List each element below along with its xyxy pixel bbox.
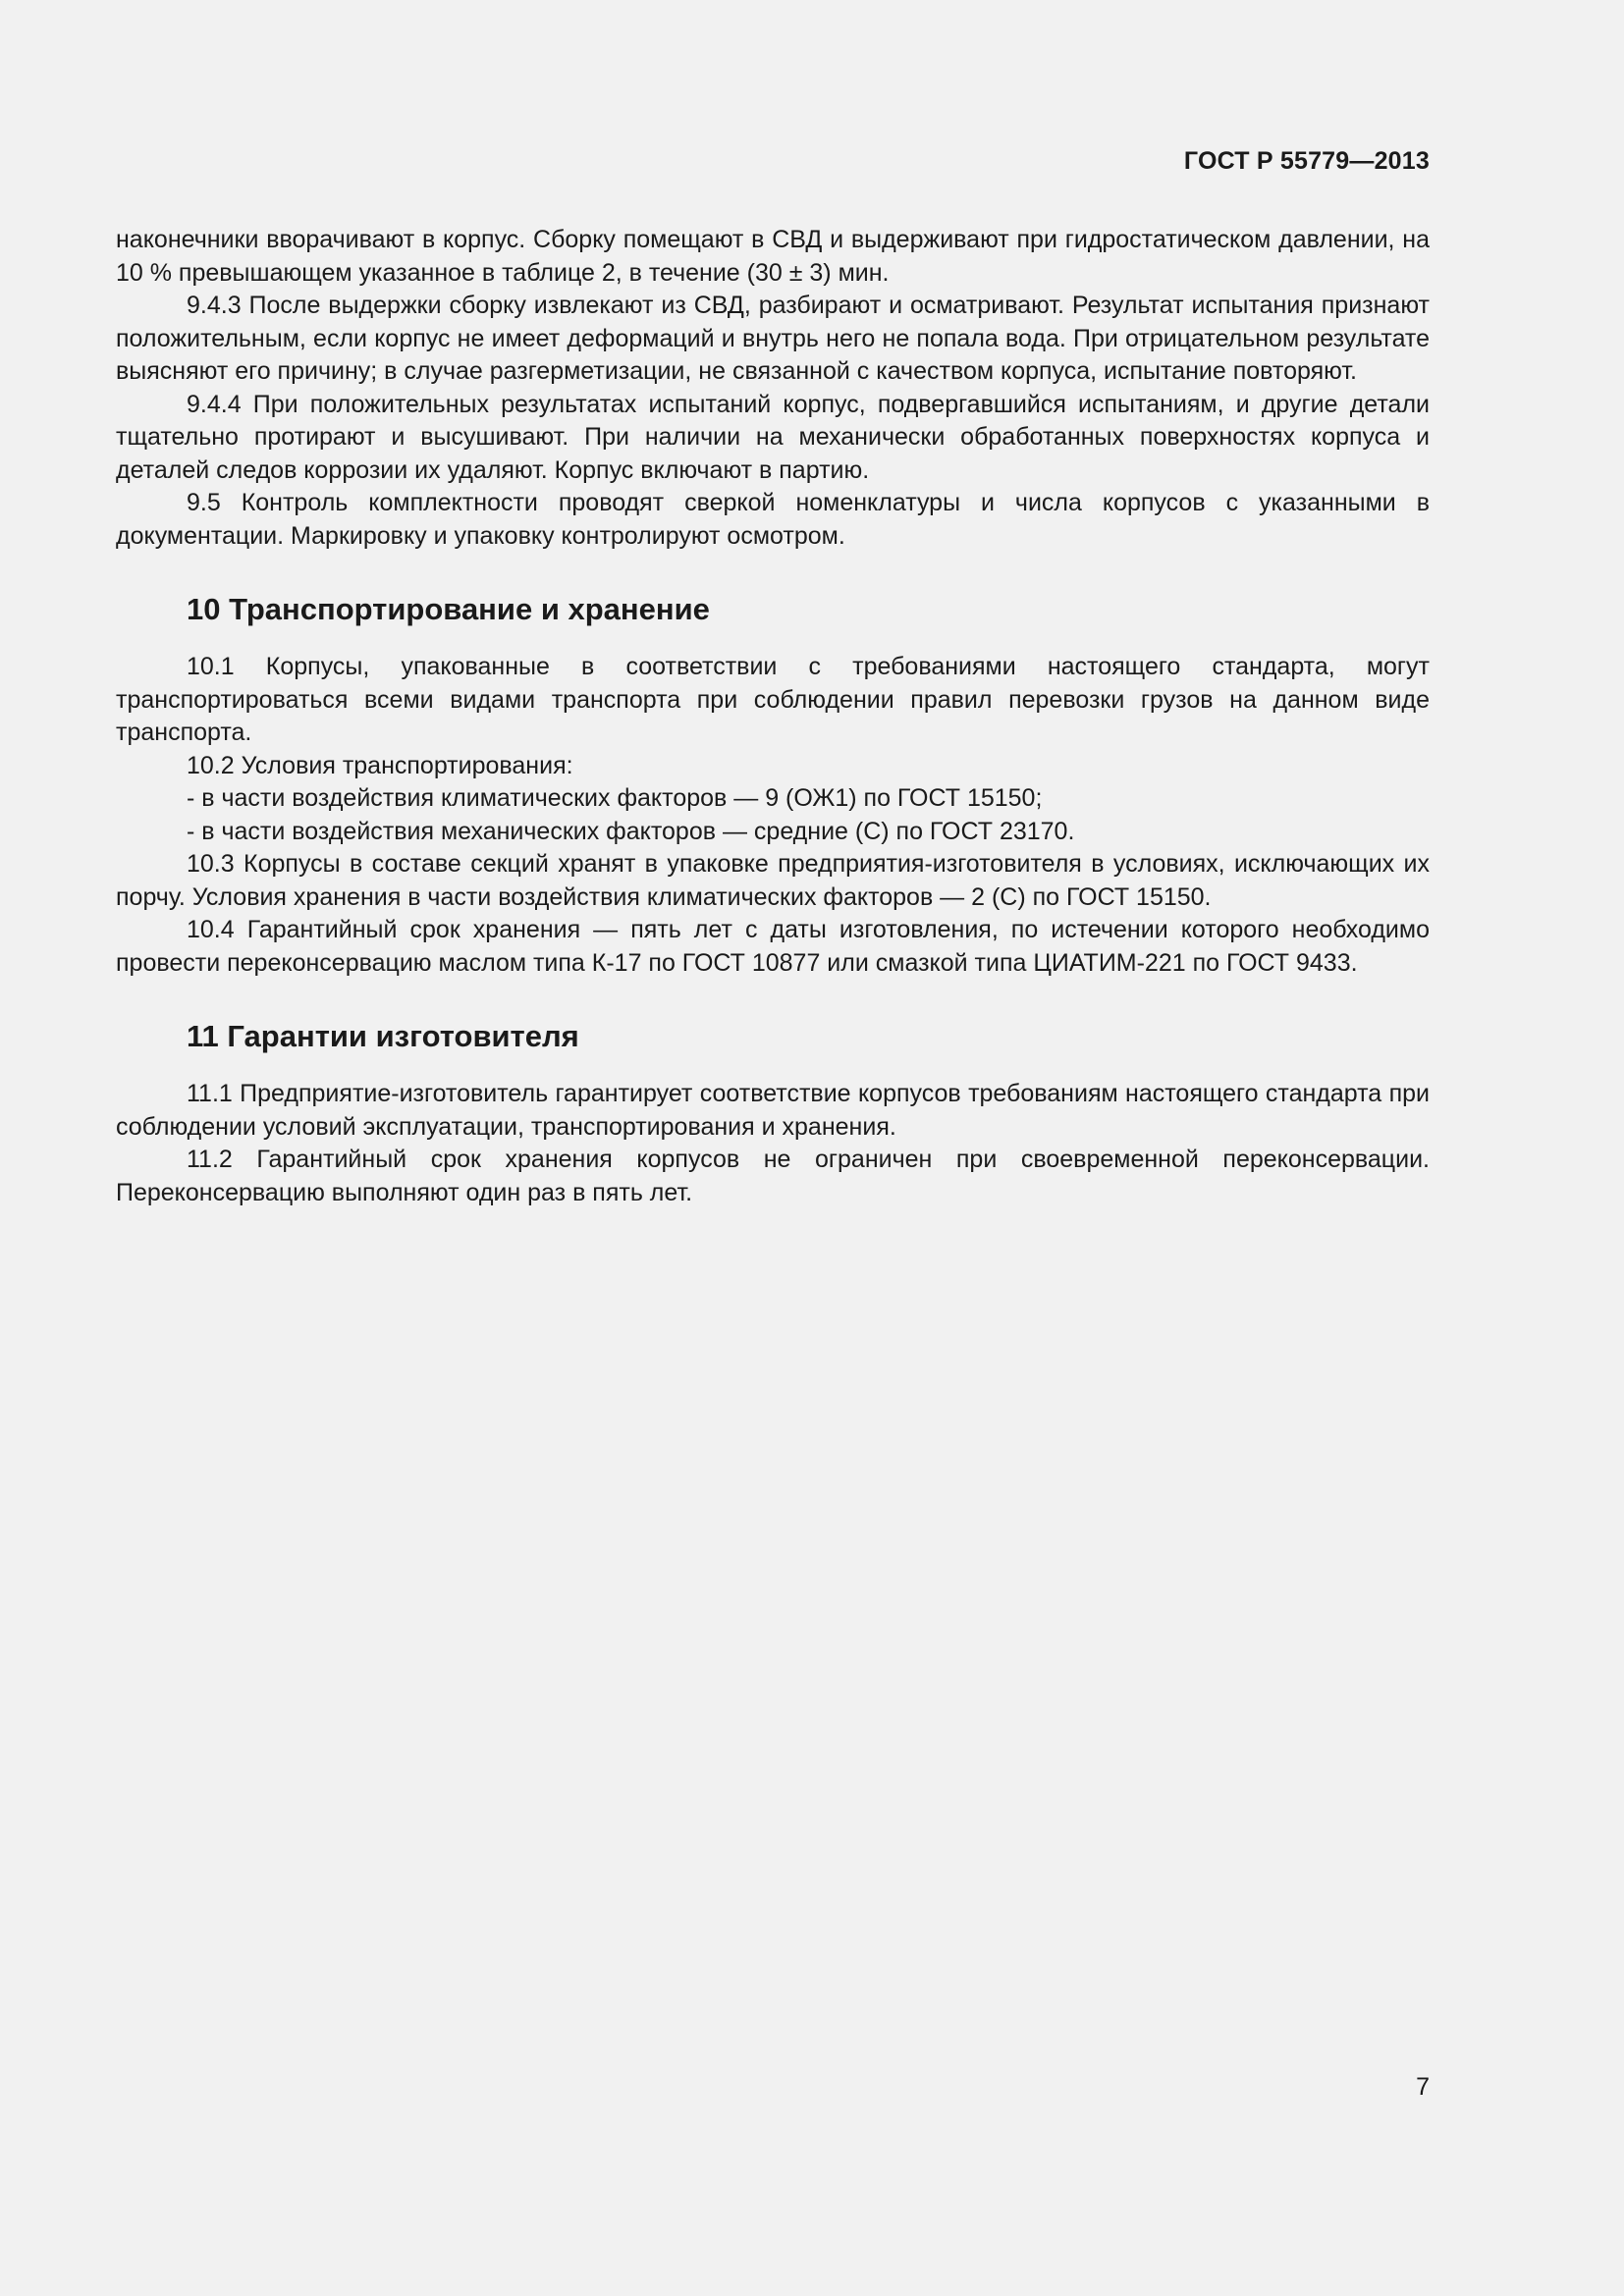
paragraph-11-2: 11.2 Гарантийный срок хранения корпусов не ограничен при своевременной переконсервации. Переконсервацию выполняют один раз в пять лет.: [116, 1146, 1430, 1206]
section-11-heading: 11 Гарантии изготовителя: [187, 1019, 579, 1053]
page-number: 7: [1416, 2073, 1430, 2101]
paragraph-9-5: 9.5 Контроль комплектности проводят сверкой номенклатуры и числа корпусов с указанными в документации. Маркировку и упаковку контролируют осмотром.: [116, 489, 1430, 550]
section-10-heading: 10 Транспортирование и хранение: [187, 592, 710, 626]
spacer: [116, 1056, 1430, 1078]
document-code: ГОСТ Р 55779—2013: [1183, 147, 1430, 175]
list-item-mechanical: - в части воздействия механических факторов — средние (С) по ГОСТ 23170.: [187, 817, 1075, 845]
paragraph-9-4-4: 9.4.4 При положительных результатах испытаний корпус, подвергавшийся испытаниям, и другие детали тщательно протирают и высушивают. При наличии на механически обработанных поверхностях корпуса и деталей следов коррозии их удаляют. Корпус включают в партию.: [116, 390, 1430, 484]
spacer: [116, 553, 1430, 590]
spacer: [116, 629, 1430, 651]
list-item-climatic: - в части воздействия климатических факторов — 9 (ОЖ1) по ГОСТ 15150;: [187, 784, 1043, 812]
paragraph-10-2: 10.2 Условия транспортирования:: [187, 751, 573, 779]
document-page: [116, 0, 1430, 2296]
paragraph-10-3: 10.3 Корпусы в составе секций хранят в упаковке предприятия-изготовителя в условиях, исключающих их порчу. Условия хранения в части воздействия климатических факторов — 2 (С) по ГОСТ 15150.: [116, 850, 1430, 911]
spacer: [116, 980, 1430, 1017]
paragraph-9-4-3: 9.4.3 После выдержки сборку извлекают из СВД, разбирают и осматривают. Результат испытания признают положительным, если корпус не имеет деформаций и внутрь него не попала вода. При отрицательном результате выясняют его причину; в случае разгерметизации, не связанной с качеством корпуса, испытание повторяют.: [116, 292, 1430, 385]
paragraph-10-1: 10.1 Корпусы, упакованные в соответствии с требованиями настоящего стандарта, могут транспортироваться всеми видами транспорта при соблюдении правил перевозки грузов на данном виде транспорта.: [116, 653, 1430, 746]
paragraph-9-4-2-continuation: наконечники вворачивают в корпус. Сборку помещают в СВД и выдерживают при гидростатическом давлении, на 10 % превышающем указанное в таблице 2, в течение (30 ± 3) мин.: [116, 226, 1430, 287]
paragraph-11-1: 11.1 Предприятие-изготовитель гарантирует соответствие корпусов требованиям настоящего стандарта при соблюдении условий эксплуатации, транспортирования и хранения.: [116, 1080, 1430, 1141]
document-body: [116, 224, 1430, 1209]
paragraph-10-4: 10.4 Гарантийный срок хранения — пять лет с даты изготовления, по истечении которого необходимо провести переконсервацию маслом типа К-17 по ГОСТ 10877 или смазкой типа ЦИАТИМ-221 по ГОСТ 9433.: [116, 916, 1430, 977]
